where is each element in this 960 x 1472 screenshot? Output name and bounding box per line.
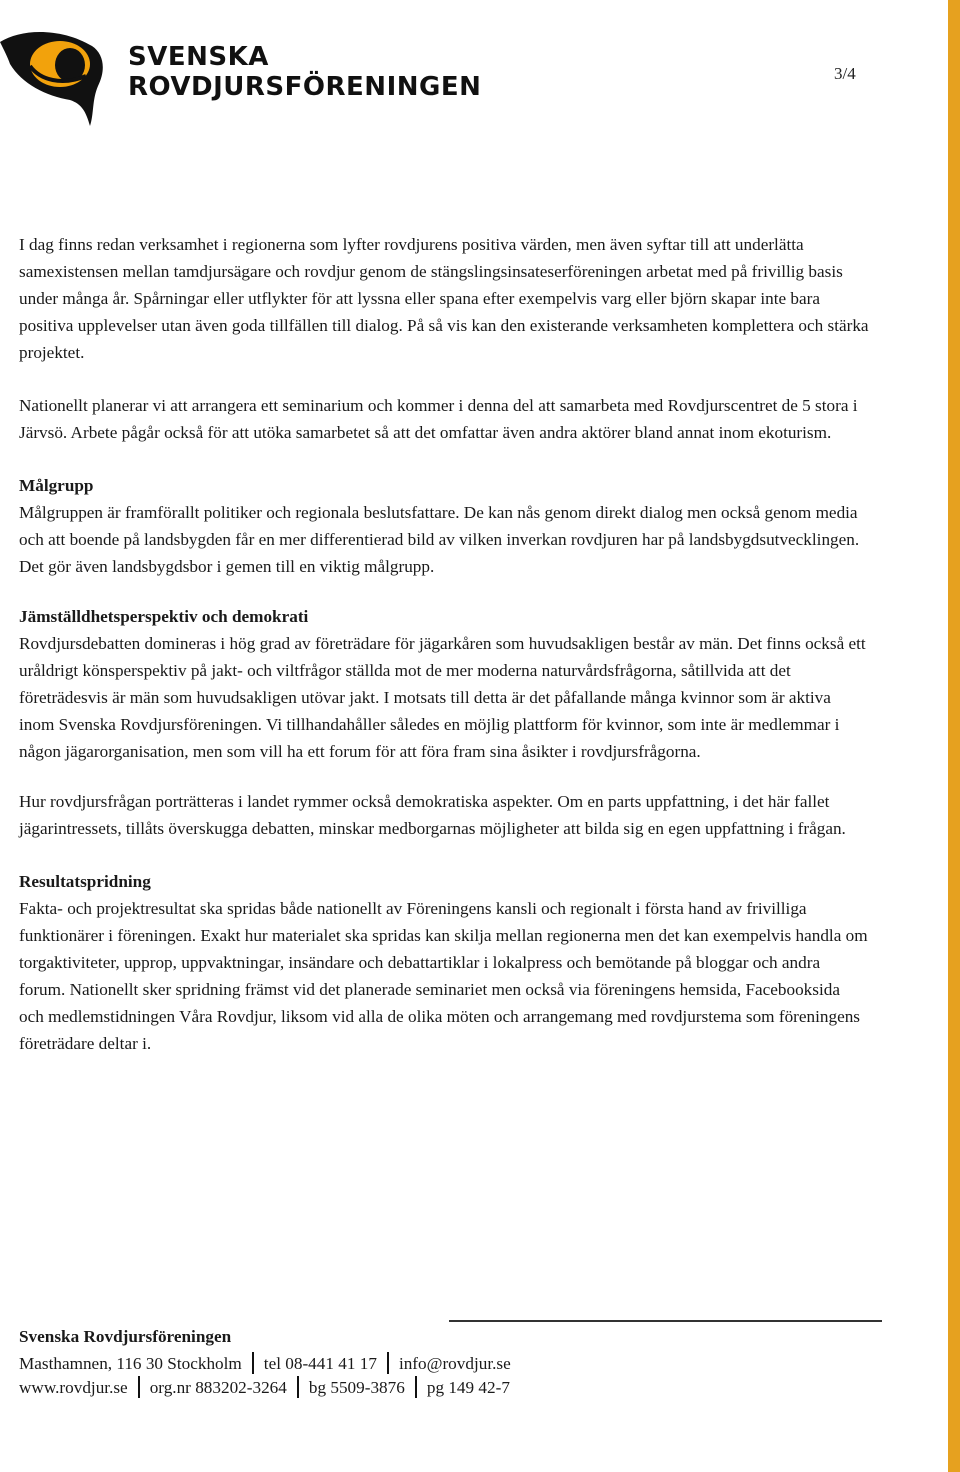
section-heading-malgrupp: Målgrupp bbox=[19, 476, 94, 495]
org-title bbox=[128, 42, 481, 102]
section-heading-resultatspridning: Resultatspridning bbox=[19, 872, 151, 891]
footer-phone: tel 08-441 41 17 bbox=[263, 1354, 377, 1373]
footer-address: Masthamnen, 116 30 Stockholm bbox=[19, 1354, 242, 1373]
footer-separator bbox=[138, 1376, 140, 1398]
footer-separator bbox=[297, 1376, 299, 1398]
footer-separator bbox=[415, 1376, 417, 1398]
org-title-line-2: ROVDJURSFÖRENINGEN bbox=[128, 72, 482, 102]
national-paragraph: Nationellt planerar vi att arrangera ett seminarium och kommer i denna del att samarbeta med Rovdjurscentret de 5 stora i Järvsö. Arbete pågår också för att utöka samarbetet så att det omfattar även andra aktörer bland annat inom ekoturism. bbox=[19, 396, 858, 442]
footer-org-name: Svenska Rovdjursföreningen bbox=[19, 1327, 232, 1346]
resultat-paragraph: Fakta- och projektresultat ska spridas både nationellt av Föreningens kansli och regionalt i första hand av frivilliga funktionärer i föreningen. Exakt hur materialet ska spridas kan skilja mellan regionerna men det kan exempelvis handla om torgaktiviteter, upprop, uppvaktningar, insändare och debattartiklar i lokalpress och bemötande på bloggar och andra forum. Nationellt sker spridning främst vid det planerade seminariet men också via föreningens hemsida, Facebooksida och medlemstidningen Våra Rovdjur, liksom vid alla de olika möten och arrangemang med rovdjurstema som föreningens företrädare deltar i. bbox=[19, 899, 868, 1053]
intro-paragraph: I dag finns redan verksamhet i regionerna som lyfter rovdjurens positiva värden, men även syftar till att underlätta samexistensen mellan tamdjursägare och rovdjur genom de stängslingsinsateserföreningen arbetat med på frivillig basis under många år. Spårningar eller utflykter för att lyssna eller spana efter exempelvis varg eller björn skapar inte bara positiva upplevelser utan även goda tillfällen till dialog. På så vis kan den existerande verksamheten komplettera och stärka projektet. bbox=[19, 235, 869, 362]
section-jamstalldhet bbox=[19, 603, 869, 765]
accent-side-bar bbox=[948, 0, 960, 1472]
footer-rule bbox=[449, 1320, 882, 1322]
footer-separator bbox=[387, 1352, 389, 1374]
footer-plusgiro: pg 149 42-7 bbox=[426, 1378, 510, 1397]
document-body bbox=[19, 231, 869, 1080]
footer-contact-line bbox=[19, 1352, 511, 1374]
footer-separator bbox=[252, 1352, 254, 1374]
footer-email-link[interactable]: info@rovdjur.se bbox=[398, 1354, 511, 1373]
section-malgrupp bbox=[19, 472, 869, 580]
footer-bankgiro: bg 5509-3876 bbox=[308, 1378, 405, 1397]
page-number: 3/4 bbox=[834, 64, 856, 83]
footer-website-link[interactable]: www.rovdjur.se bbox=[19, 1378, 128, 1397]
org-title-line-1: SVENSKA bbox=[128, 42, 269, 72]
footer-registration-line bbox=[19, 1376, 510, 1398]
footer-orgnr: org.nr 883202-3264 bbox=[149, 1378, 287, 1397]
malgrupp-paragraph: Målgruppen är framförallt politiker och regionala beslutsfattare. De kan nås genom direkt dialog men också genom media och att boende på landsbygden får en mer differentierad bild av vilken inverkan rovdjuren har på landsbygdsutvecklingen. Det gör även landsbygdsbor i gemen till en viktig målgrupp. bbox=[19, 503, 860, 576]
eye-logo-icon bbox=[0, 30, 112, 126]
jamstalldhet-paragraph: Rovdjursdebatten domineras i hög grad av företrädare för jägarkåren som huvudsakligen består av män. Det finns också ett uråldrigt könsperspektiv på jakt- och viltfrågor ställda mot de mer moderna naturvårdsfrågorna, såtillvida att det företrädesvis är män som huvudsakligen utövar jakt. I motsats till detta är det påfallande många kvinnor som är aktiva inom Svenska Rovdjursföreningen. Vi tillhandahåller således en möjlig plattform för kvinnor, som inte är medlemmar i någon jägarorganisation, men som vill ha ett forum för att föra fram sina åsikter i rovdjursfrågorna. bbox=[19, 634, 866, 761]
demokrati-paragraph: Hur rovdjursfrågan porträtteras i landet rymmer också demokratiska aspekter. Om en parts uppfattning, i det här fallet jägarintressets, tillåts överskugga debatten, minskar medborgarnas möjligheter att bilda sig en egen uppfattning i frågan. bbox=[19, 792, 846, 838]
section-heading-jamstalldhet: Jämställdhetsperspektiv och demokrati bbox=[19, 607, 309, 626]
section-resultatspridning bbox=[19, 868, 869, 1057]
